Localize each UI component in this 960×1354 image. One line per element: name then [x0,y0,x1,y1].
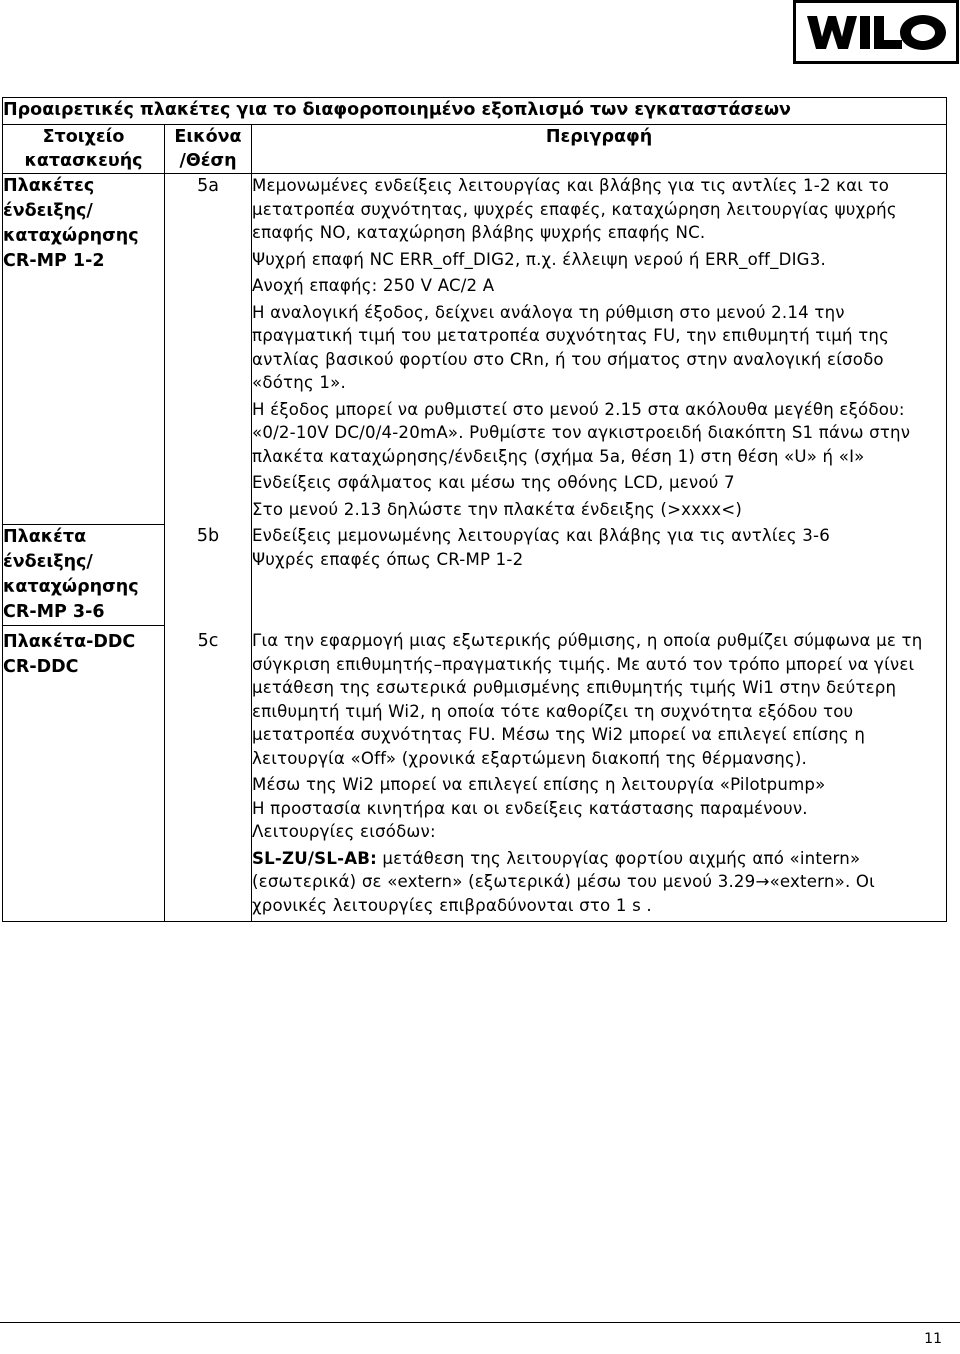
position-cell: 5b [165,524,252,625]
description-cell: Για την εφαρμογή μιας εξωτερικής ρύθμισης, η οποία ρυθμίζει σύμφωνα με τη σύγκριση επιθυμητής–πραγματικής τιμής. Με αυτό τον τρόπο μπορεί να γίνει μετάθεση της εσωτερικά ρυθμισμένης επιθυμητής τιμής Wi1 στην δεύτερη επιθυμητή τιμή Wi2, η οποία τότε καθορίζει τη συχνότητα εξόδου του μετατροπέα συχνότητας FU. Μέσω της Wi2 μπορεί να επιλεγεί επίσης η λειτουργία «Off» (χρονικά εξαρτώμενη διακοπή της θέρμανσης). Μέσω της Wi2 μπορεί να επιλεγεί επίσης η λειτουργία «Pilotpump» Η προστασία κινητήρα και οι ενδείξεις κατάστασης παραμένουν. Λειτουργίες εισόδων: SL-ZU/SL-AB: μετάθεση της λειτουργίας φορτίου αιχμής από «intern» (εσωτερικά) σε «extern» (εξωτερικά) μέσω του μενού 3.29→«extern». Οι χρονικές λειτουργίες επιβραδύνονται στο 1 s . [252,625,947,922]
table-row [3,174,947,525]
table-row [3,625,947,922]
wilo-logo [793,0,959,64]
component-cell: Πλακέτες ένδειξης/ καταχώρησης CR-MP 1-2 [3,174,165,525]
position-cell: 5c [165,625,252,922]
sl-text: μετάθεση της λειτουργίας φορτίου αιχμής από «intern» (εσωτερικά) σε «extern» (εξωτερικά) μέσω του μενού 3.29 [252,848,861,891]
description-cell: Ενδείξεις μεμονωμένης λειτουργίας και βλάβης για τις αντλίες 3-6 Ψυχρές επαφές όπως CR-MP 1-2 [252,524,947,625]
page-footer [0,1322,960,1354]
header-component: Στοιχείο κατασκευής [3,125,165,174]
page-number: 11 [924,1331,942,1347]
options-table [2,97,947,922]
position-cell: 5a [165,174,252,525]
component-cell: Πλακέτα ένδειξης/ καταχώρησης CR-MP 3-6 [3,524,165,625]
table-row [3,524,947,625]
table-caption: Προαιρετικές πλακέτες για το διαφοροποιημένο εξοπλισμό των εγκαταστάσεων [3,98,947,125]
sl-label: SL-ZU/SL-AB: [252,848,377,868]
component-cell: Πλακέτα-DDC CR-DDC [3,625,165,922]
description-cell: Μεμονωμένες ενδείξεις λειτουργίας και βλάβης για τις αντλίες 1-2 και το μετατροπέα συχνότητας, ψυχρές επαφές, καταχώρηση λειτουργίας ψυχρής επαφής NO, καταχώρηση βλάβης ψυχρής επαφής NC. Ψυχρή επαφή NC ERR_off_DIG2, π.χ. έλλειψη νερού ή ERR_off_DIG3. Ανοχή επαφής: 250 V AC/2 A Η αναλογική έξοδος, δείχνει ανάλογα τη ρύθμιση στο μενού 2.14 την πραγματική τιμή του μετατροπέα συχνότητας FU, την επιθυμητή τιμή της αντλίας βασικού φορτίου στο CRn, ή του σήματος στην αναλογική είσοδο «δότης 1». Η έξοδος μπορεί να ρυθμιστεί στο μενού 2.15 στα ακόλουθα μεγέθη εξόδου: «0/2-10V DC/0/4-20mA». Ρυθμίστε τον αγκιστροειδή διακόπτη S1 πάνω στην πλακέτα καταχώρησης/ένδειξης (σχήμα 5a, θέση 1) στη θέση «U» ή «I» Ενδείξεις σφάλματος και μέσω της οθόνης LCD, μενού 7 Στο μενού 2.13 δηλώστε την πλακέτα ένδειξης (>xxxx<) [252,174,947,525]
arrow-right-icon: → [755,872,770,891]
header-description: Περιγραφή [252,125,947,174]
header-position: Εικόνα /Θέση [165,125,252,174]
sl-text-continued: «extern». Οι χρονικές λειτουργίες επιβραδύνονται στο 1 s . [252,872,875,915]
